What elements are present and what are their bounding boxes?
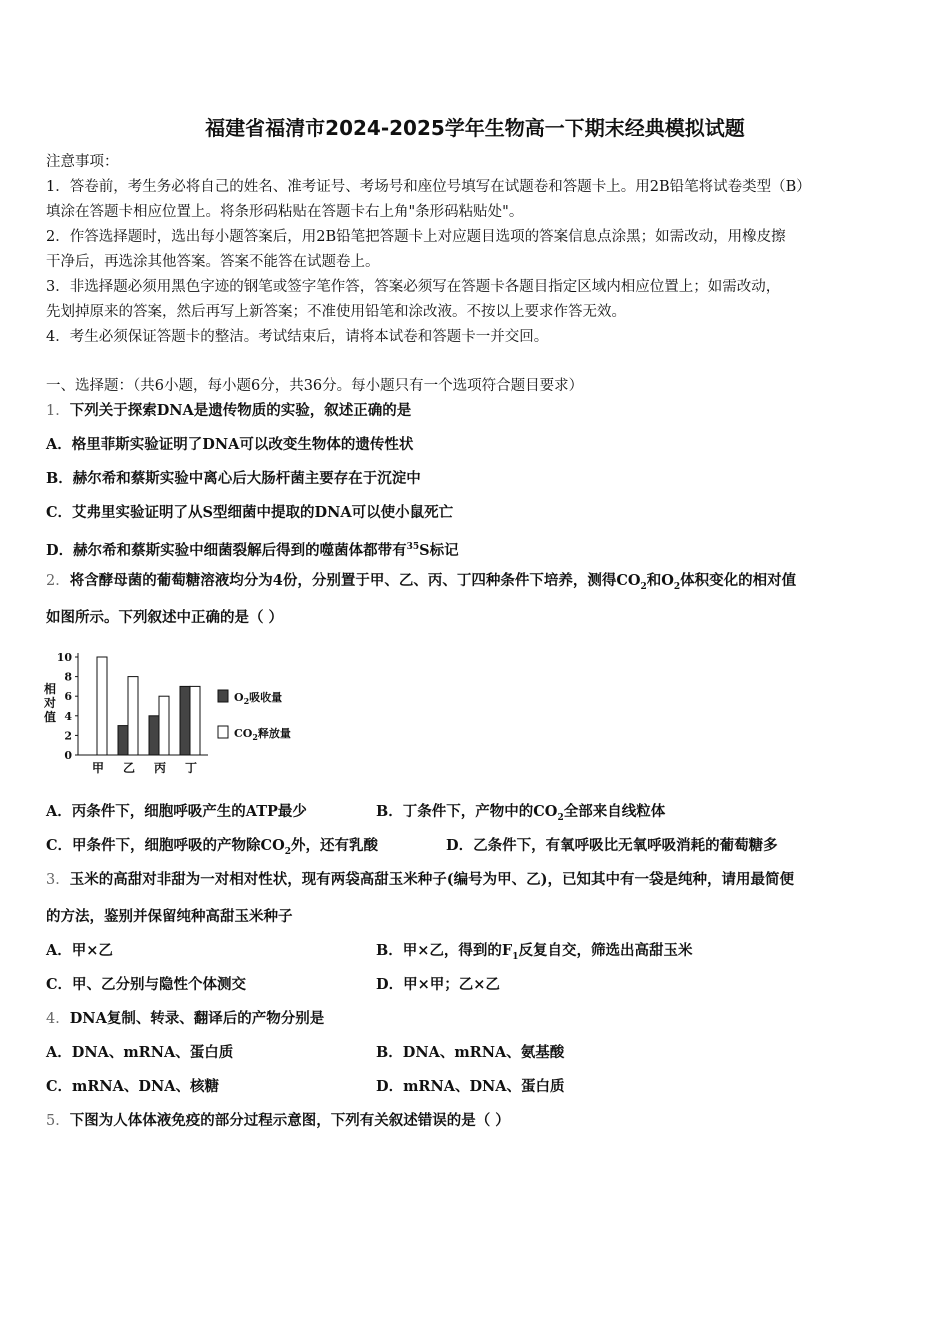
notice-line-3: 2．作答选择题时，选出每小题答案后，用2B铅笔把答题卡上对应题目选项的答案信息点涂黑；如需改动，用橡皮擦 xyxy=(46,229,786,245)
option-text: D．mRNA、DNA、蛋白质 xyxy=(376,1078,565,1095)
q2-option-b xyxy=(376,802,665,828)
question-text: 玉米的高甜对非甜为一对相对性状，现有两袋高甜玉米种子(编号为甲、乙)，已知其中有一袋是纯种，请用最简便 xyxy=(69,871,794,888)
y-axis-label-char: 值 xyxy=(43,710,57,724)
option-text: C．甲条件下，细胞呼吸的产物除CO xyxy=(46,837,285,854)
question-number: 2． xyxy=(46,573,70,589)
option-text: 反复自交，筛选出高甜玉米 xyxy=(518,942,693,959)
notice-heading: 注意事项： xyxy=(46,154,119,170)
option-text: B．甲×乙，得到的F xyxy=(376,942,513,959)
question-text: 将含酵母菌的葡萄糖溶液均分为4份，分别置于甲、乙、丙、丁四种条件下培养，测得CO xyxy=(69,572,641,589)
bar-o2-丁 xyxy=(180,686,190,755)
question-text: 和O xyxy=(646,572,674,589)
question-number: 4． xyxy=(46,1011,70,1027)
notice-line-7: 4．考生必须保证答题卡的整洁。考试结束后，请将本试卷和答题卡一并交回。 xyxy=(46,329,549,345)
question-4-stem xyxy=(46,1009,916,1029)
legend-label-co2: $CO_2$释放量 xyxy=(234,727,291,742)
option-text: D．赫尔希和蔡斯实验中细菌裂解后得到的噬菌体都带有 xyxy=(46,541,407,559)
q2-option-c xyxy=(46,836,378,862)
question-text: 下图为人体体液免疫的部分过程示意图，下列有关叙述错误的是（ ） xyxy=(69,1112,510,1129)
q4-option-a xyxy=(46,1043,233,1063)
q3-option-b xyxy=(376,941,692,967)
option-text: B．DNA、mRNA、氨基酸 xyxy=(376,1044,565,1061)
page-title: 福建省福清市2024-2025学年生物高一下期末经典模拟试题 xyxy=(205,116,745,140)
bar-o2-丙 xyxy=(149,716,159,755)
legend-swatch-o2 xyxy=(218,690,228,702)
option-text: A．甲×乙 xyxy=(46,942,113,959)
question-text: DNA复制、转录、翻译后的产物分别是 xyxy=(69,1010,325,1027)
q2-option-a xyxy=(46,802,307,822)
q1-option-d xyxy=(46,537,916,561)
bar-co2-甲 xyxy=(97,657,107,755)
bar-co2-乙 xyxy=(128,677,138,755)
question-2-stem-line-2: 如图所示。下列叙述中正确的是（ ） xyxy=(46,609,284,626)
subscript: 2 xyxy=(673,581,681,592)
option-text: D．甲×甲；乙×乙 xyxy=(376,976,500,993)
q1-option-b: B．赫尔希和蔡斯实验中离心后大肠杆菌主要存在于沉淀中 xyxy=(46,470,421,487)
option-text: 外，还有乳酸 xyxy=(290,837,378,854)
option-text: A．丙条件下，细胞呼吸产生的ATP最少 xyxy=(46,803,307,820)
y-tick-label: 0 xyxy=(64,749,72,762)
subscript: 1 xyxy=(512,951,519,962)
question-3-stem-line-2: 的方法，鉴别并保留纯种高甜玉米种子 xyxy=(46,908,293,925)
y-tick-label: 10 xyxy=(56,651,72,664)
notice-line-1: 1．答卷前，考生务必将自己的姓名、准考证号、考场号和座位号填写在试题卷和答题卡上。用2B铅笔将试卷类型（B） xyxy=(46,179,811,195)
y-tick-label: 4 xyxy=(64,709,72,723)
notice-line-5: 3．非选择题必须用黑色字迹的钢笔或签字笔作答，答案必须写在答题卡各题目指定区域内相应位置上；如需改动， xyxy=(46,279,781,295)
question-number: 5． xyxy=(46,1113,70,1129)
q4-option-b xyxy=(376,1043,564,1063)
bar-co2-丁 xyxy=(190,686,200,755)
notice-line-4: 干净后，再选涂其他答案。答案不能答在试题卷上。 xyxy=(46,254,380,270)
legend-label-o2: $O_2$吸收量 xyxy=(234,691,283,706)
q4-option-c xyxy=(46,1077,219,1097)
q3-option-d xyxy=(376,975,500,995)
option-text: C．mRNA、DNA、核糖 xyxy=(46,1078,220,1095)
q1-option-a: A．格里菲斯实验证明了DNA可以改变生物体的遗传性状 xyxy=(46,436,414,453)
option-text: C．甲、乙分别与隐性个体测交 xyxy=(46,976,247,993)
bar-o2-乙 xyxy=(118,726,128,755)
q2-option-d xyxy=(446,836,778,856)
section-heading: 一、选择题：（共6小题，每小题6分，共36分。每小题只有一个选项符合题目要求） xyxy=(46,378,584,394)
y-tick-label: 8 xyxy=(64,670,72,684)
y-tick-label: 2 xyxy=(64,729,72,743)
subscript: 2 xyxy=(557,812,564,823)
x-tick-label: 丙 xyxy=(153,761,167,775)
chart-layer xyxy=(43,651,291,775)
question-3-stem-line-1 xyxy=(46,870,916,890)
option-text: A．DNA、mRNA、蛋白质 xyxy=(46,1044,234,1061)
notice-line-2: 填涂在答题卡相应位置上。将条形码粘贴在答题卡右上角"条形码粘贴处"。 xyxy=(46,204,524,220)
question-number: 3． xyxy=(46,872,70,888)
question-text: 体积变化的相对值 xyxy=(680,572,797,589)
q1-option-c: C．艾弗里实验证明了从S型细菌中提取的DNA可以使小鼠死亡 xyxy=(46,504,454,521)
y-axis-label-char: 相 xyxy=(43,682,57,696)
y-tick-label: 6 xyxy=(64,690,72,704)
x-tick-label: 丁 xyxy=(184,761,198,775)
q3-option-c xyxy=(46,975,246,995)
option-text: D．乙条件下，有氧呼吸比无氧呼吸消耗的葡萄糖多 xyxy=(446,837,778,854)
question-number: 1． xyxy=(46,403,70,419)
notice-line-6: 先划掉原来的答案，然后再写上新答案；不准使用铅笔和涂改液。不按以上要求作答无效。 xyxy=(46,304,626,320)
subscript: 2 xyxy=(284,846,291,857)
option-text: B．丁条件下，产物中的CO xyxy=(376,803,558,820)
question-1-stem xyxy=(46,401,916,421)
question-2-stem-line-1 xyxy=(46,571,916,597)
option-text: S标记 xyxy=(419,541,459,559)
q3-option-a xyxy=(46,941,113,961)
q4-option-d xyxy=(376,1077,565,1097)
option-text: 全部来自线粒体 xyxy=(563,803,666,820)
subscript: 2 xyxy=(640,581,647,592)
bar-co2-丙 xyxy=(159,696,169,755)
legend-swatch-co2 xyxy=(218,726,228,738)
bar-chart xyxy=(40,645,310,775)
question-5-stem xyxy=(46,1111,916,1131)
question-text: 下列关于探索DNA是遗传物质的实验，叙述正确的是 xyxy=(69,402,412,419)
x-tick-label: 甲 xyxy=(91,761,105,775)
x-tick-label: 乙 xyxy=(122,761,136,775)
superscript: 35 xyxy=(406,542,420,552)
y-axis-label-char: 对 xyxy=(43,696,57,710)
